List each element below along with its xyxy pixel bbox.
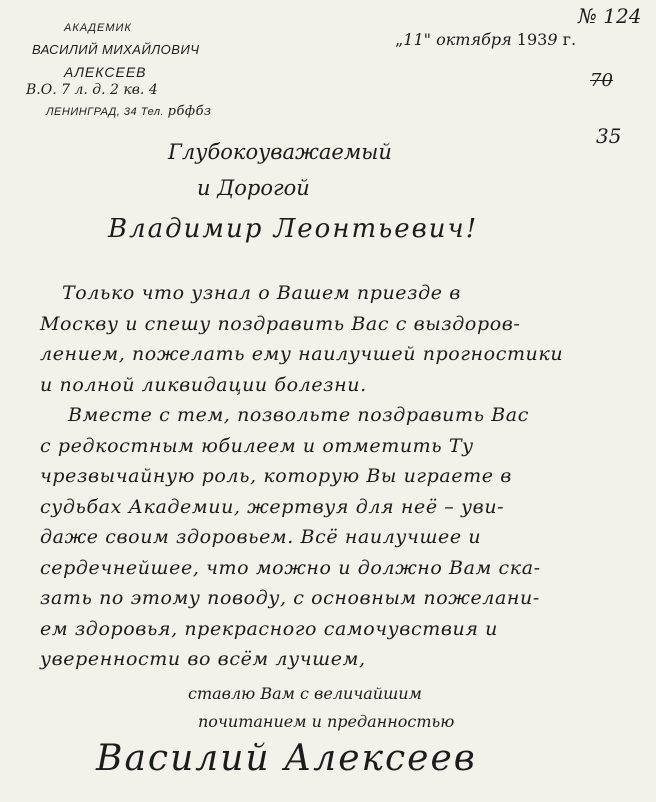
letterhead-surname: АЛЕКСЕЕВ (64, 64, 147, 80)
letterhead-city: ЛЕНИНГРАД, 34 (46, 106, 138, 118)
body-line: даже своим здоровьем. Всё наилучшее и (40, 526, 482, 548)
letterhead-phone-label: Тел. (140, 106, 165, 118)
letterhead-city-line (46, 104, 212, 119)
date-year-suffix: 9 (547, 30, 558, 49)
body-line: уверенности во всём лучшем, (40, 648, 366, 670)
signature: Василий Алексеев (96, 738, 477, 779)
body-line: чрезвычайную роль, которую Вы играете в (40, 465, 512, 487)
body-line: с редкостным юбилеем и отметить Ту (40, 434, 474, 457)
letter-date: „11" октября 1939 г. (395, 30, 577, 49)
body-line: судьбах Академии, жертвуя для неё – уви- (40, 495, 505, 518)
crossed-number: 70 (590, 70, 613, 91)
date-day: 11 (403, 30, 424, 49)
letterhead-name: ВАСИЛИЙ МИХАЙЛОВИЧ (32, 42, 200, 57)
body-line: Москву и спешу поздравить Вас с выздоров- (40, 312, 521, 335)
body-line: Вместе с тем, позвольте поздравить Вас (68, 404, 529, 426)
body-line: Только что узнал о Вашем приезде в (62, 282, 461, 304)
registration-number: № 124 (578, 4, 642, 28)
salutation-line-1: Глубокоуважаемый (168, 140, 392, 164)
closing-line-1: ставлю Вам с величайшим (188, 684, 422, 703)
date-year-prefix: 193 (516, 30, 548, 49)
letterhead-phone: рбфбз (167, 104, 212, 119)
body-line: лением, пожелать ему наилучшей прогностики (40, 343, 564, 365)
letterhead-title: АКАДЕМИК (64, 22, 132, 34)
body-line: ем здоровья, прекрасного самочувствия и (40, 617, 498, 640)
closing-line-2: почитанием и преданностью (198, 712, 455, 731)
letterhead-address: В.О. 7 л. д. 2 кв. 4 (26, 82, 158, 98)
body-line: и полной ликвидации болезни. (40, 373, 367, 396)
salutation-addressee: Владимир Леонтьевич! (108, 214, 479, 244)
salutation-line-2: и Дорогой (197, 176, 310, 200)
body-line: сердечнейшее, что можно и должно Вам ска- (40, 556, 541, 579)
date-month: октября (436, 30, 512, 49)
body-line: зать по этому поводу, с основным пожелани- (40, 587, 540, 609)
sheet-number: 35 (596, 124, 622, 148)
date-year-mark: г. (562, 30, 577, 49)
